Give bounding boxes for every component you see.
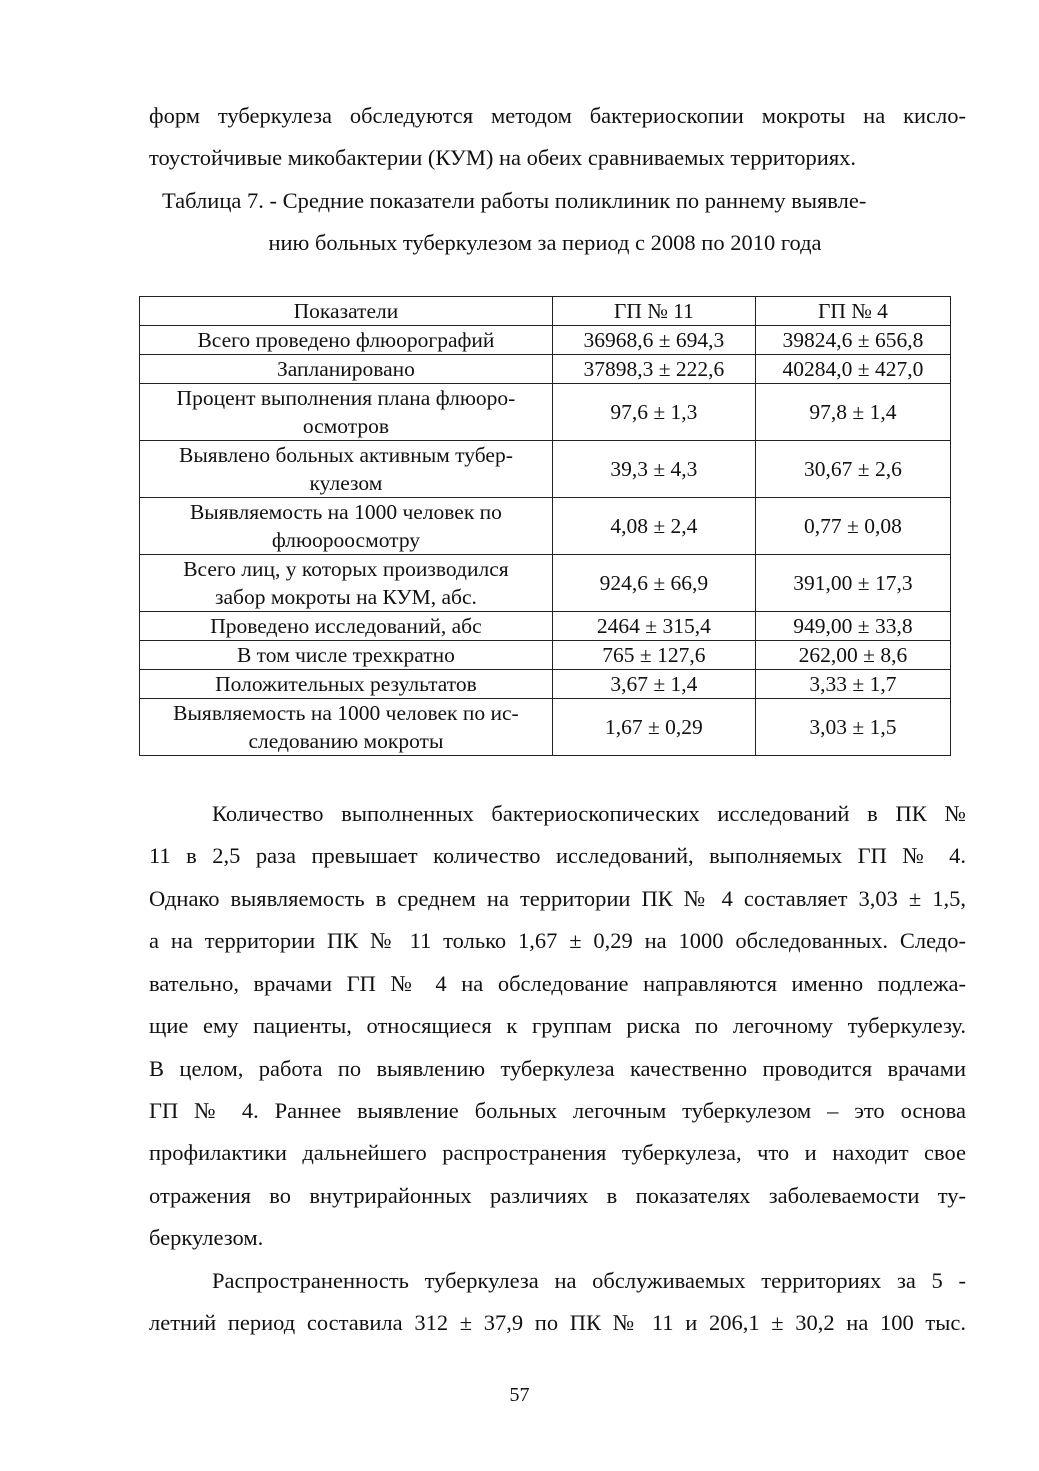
table-row	[140, 441, 951, 498]
body-text-line: вательно, врачами ГП № 4 на обследование направляются именно подлежа-	[149, 971, 966, 996]
body-text-line: а на территории ПК № 11 только 1,67 ± 0,29 на 1000 обследованных. Следо-	[149, 928, 966, 953]
row-gp4-value: 262,00 ± 8,6	[755, 641, 950, 670]
body-text-line: профилактики дальнейшего распространения туберкулеза, что и находит свое	[149, 1140, 966, 1165]
row-gp11-value: 39,3 ± 4,3	[552, 441, 755, 498]
body-text-line: летний период составила 312 ± 37,9 по ПК № 11 и 206,1 ± 30,2 на 100 тыс.	[149, 1310, 966, 1335]
row-gp11-value: 765 ± 127,6	[552, 641, 755, 670]
row-label: Проведено исследований, абс	[140, 612, 553, 641]
row-gp11-value: 1,67 ± 0,29	[552, 699, 755, 756]
body-text-line: беркулезом.	[149, 1225, 264, 1250]
row-gp4-value: 391,00 ± 17,3	[755, 555, 950, 612]
table-row	[140, 498, 951, 555]
row-gp11-value: 97,6 ± 1,3	[552, 384, 755, 441]
body-text-line: 11 в 2,5 раза превышает количество исследований, выполняемых ГП № 4.	[149, 843, 966, 868]
row-gp11-value: 2464 ± 315,4	[552, 612, 755, 641]
table-header-row	[140, 297, 951, 326]
table-row	[140, 555, 951, 612]
table-row	[140, 326, 951, 355]
body-text-line: ГП № 4. Раннее выявление больных легочным туберкулезом – это основа	[149, 1098, 966, 1123]
body-text-line: тоустойчивые микобактерии (КУМ) на обеих сравниваемых территориях.	[149, 145, 857, 170]
body-text-line: Количество выполненных бактериоскопических исследований в ПК №	[212, 801, 966, 826]
table-caption-line: Таблица 7. - Средние показатели работы поликлиник по раннему выявле-	[162, 188, 867, 213]
row-gp11-value: 36968,6 ± 694,3	[552, 326, 755, 355]
body-text-line: Однако выявляемость в среднем на территории ПК № 4 составляет 3,03 ± 1,5,	[149, 886, 966, 911]
row-gp4-value: 40284,0 ± 427,0	[755, 355, 950, 384]
header-gp4: ГП № 4	[755, 297, 950, 326]
body-text-line: форм туберкулеза обследуются методом бактериоскопии мокроты на кисло-	[149, 103, 966, 128]
row-label: Запланировано	[140, 355, 553, 384]
row-gp4-value: 30,67 ± 2,6	[755, 441, 950, 498]
row-label: Выявляемость на 1000 человек по ис- следованию мокроты	[140, 699, 553, 756]
body-text-line: щие ему пациенты, относящиеся к группам риска по легочному туберкулезу.	[149, 1013, 966, 1038]
row-gp4-value: 39824,6 ± 656,8	[755, 326, 950, 355]
row-gp11-value: 37898,3 ± 222,6	[552, 355, 755, 384]
row-label: Выявляемость на 1000 человек по флюороосмотру	[140, 498, 553, 555]
row-label: Процент выполнения плана флюоро- осмотров	[140, 384, 553, 441]
indicators-table	[139, 296, 951, 756]
header-indicators: Показатели	[140, 297, 553, 326]
table-row	[140, 641, 951, 670]
row-label: Всего лиц, у которых производился забор мокроты на КУМ, абс.	[140, 555, 553, 612]
row-gp11-value: 4,08 ± 2,4	[552, 498, 755, 555]
table-row	[140, 699, 951, 756]
row-label: Всего проведено флюорографий	[140, 326, 553, 355]
body-text-line: В целом, работа по выявлению туберкулеза качественно проводится врачами	[149, 1056, 966, 1081]
table-caption-line: нию больных туберкулезом за период с 2008 по 2010 года	[268, 230, 822, 255]
table-row	[140, 612, 951, 641]
row-gp4-value: 97,8 ± 1,4	[755, 384, 950, 441]
table-row	[140, 670, 951, 699]
row-gp4-value: 3,33 ± 1,7	[755, 670, 950, 699]
header-gp11: ГП № 11	[552, 297, 755, 326]
row-label: В том числе трехкратно	[140, 641, 553, 670]
row-gp11-value: 924,6 ± 66,9	[552, 555, 755, 612]
row-gp4-value: 949,00 ± 33,8	[755, 612, 950, 641]
row-gp4-value: 3,03 ± 1,5	[755, 699, 950, 756]
body-text-line: отражения во внутрирайонных различиях в показателях заболеваемости ту-	[149, 1183, 966, 1208]
body-text-line: Распространенность туберкулеза на обслуживаемых территориях за 5 -	[212, 1268, 966, 1293]
row-gp11-value: 3,67 ± 1,4	[552, 670, 755, 699]
table-row	[140, 384, 951, 441]
row-label: Положительных результатов	[140, 670, 553, 699]
row-label: Выявлено больных активным тубер- кулезом	[140, 441, 553, 498]
table-row	[140, 355, 951, 384]
page-number: 57	[509, 1384, 530, 1406]
row-gp4-value: 0,77 ± 0,08	[755, 498, 950, 555]
